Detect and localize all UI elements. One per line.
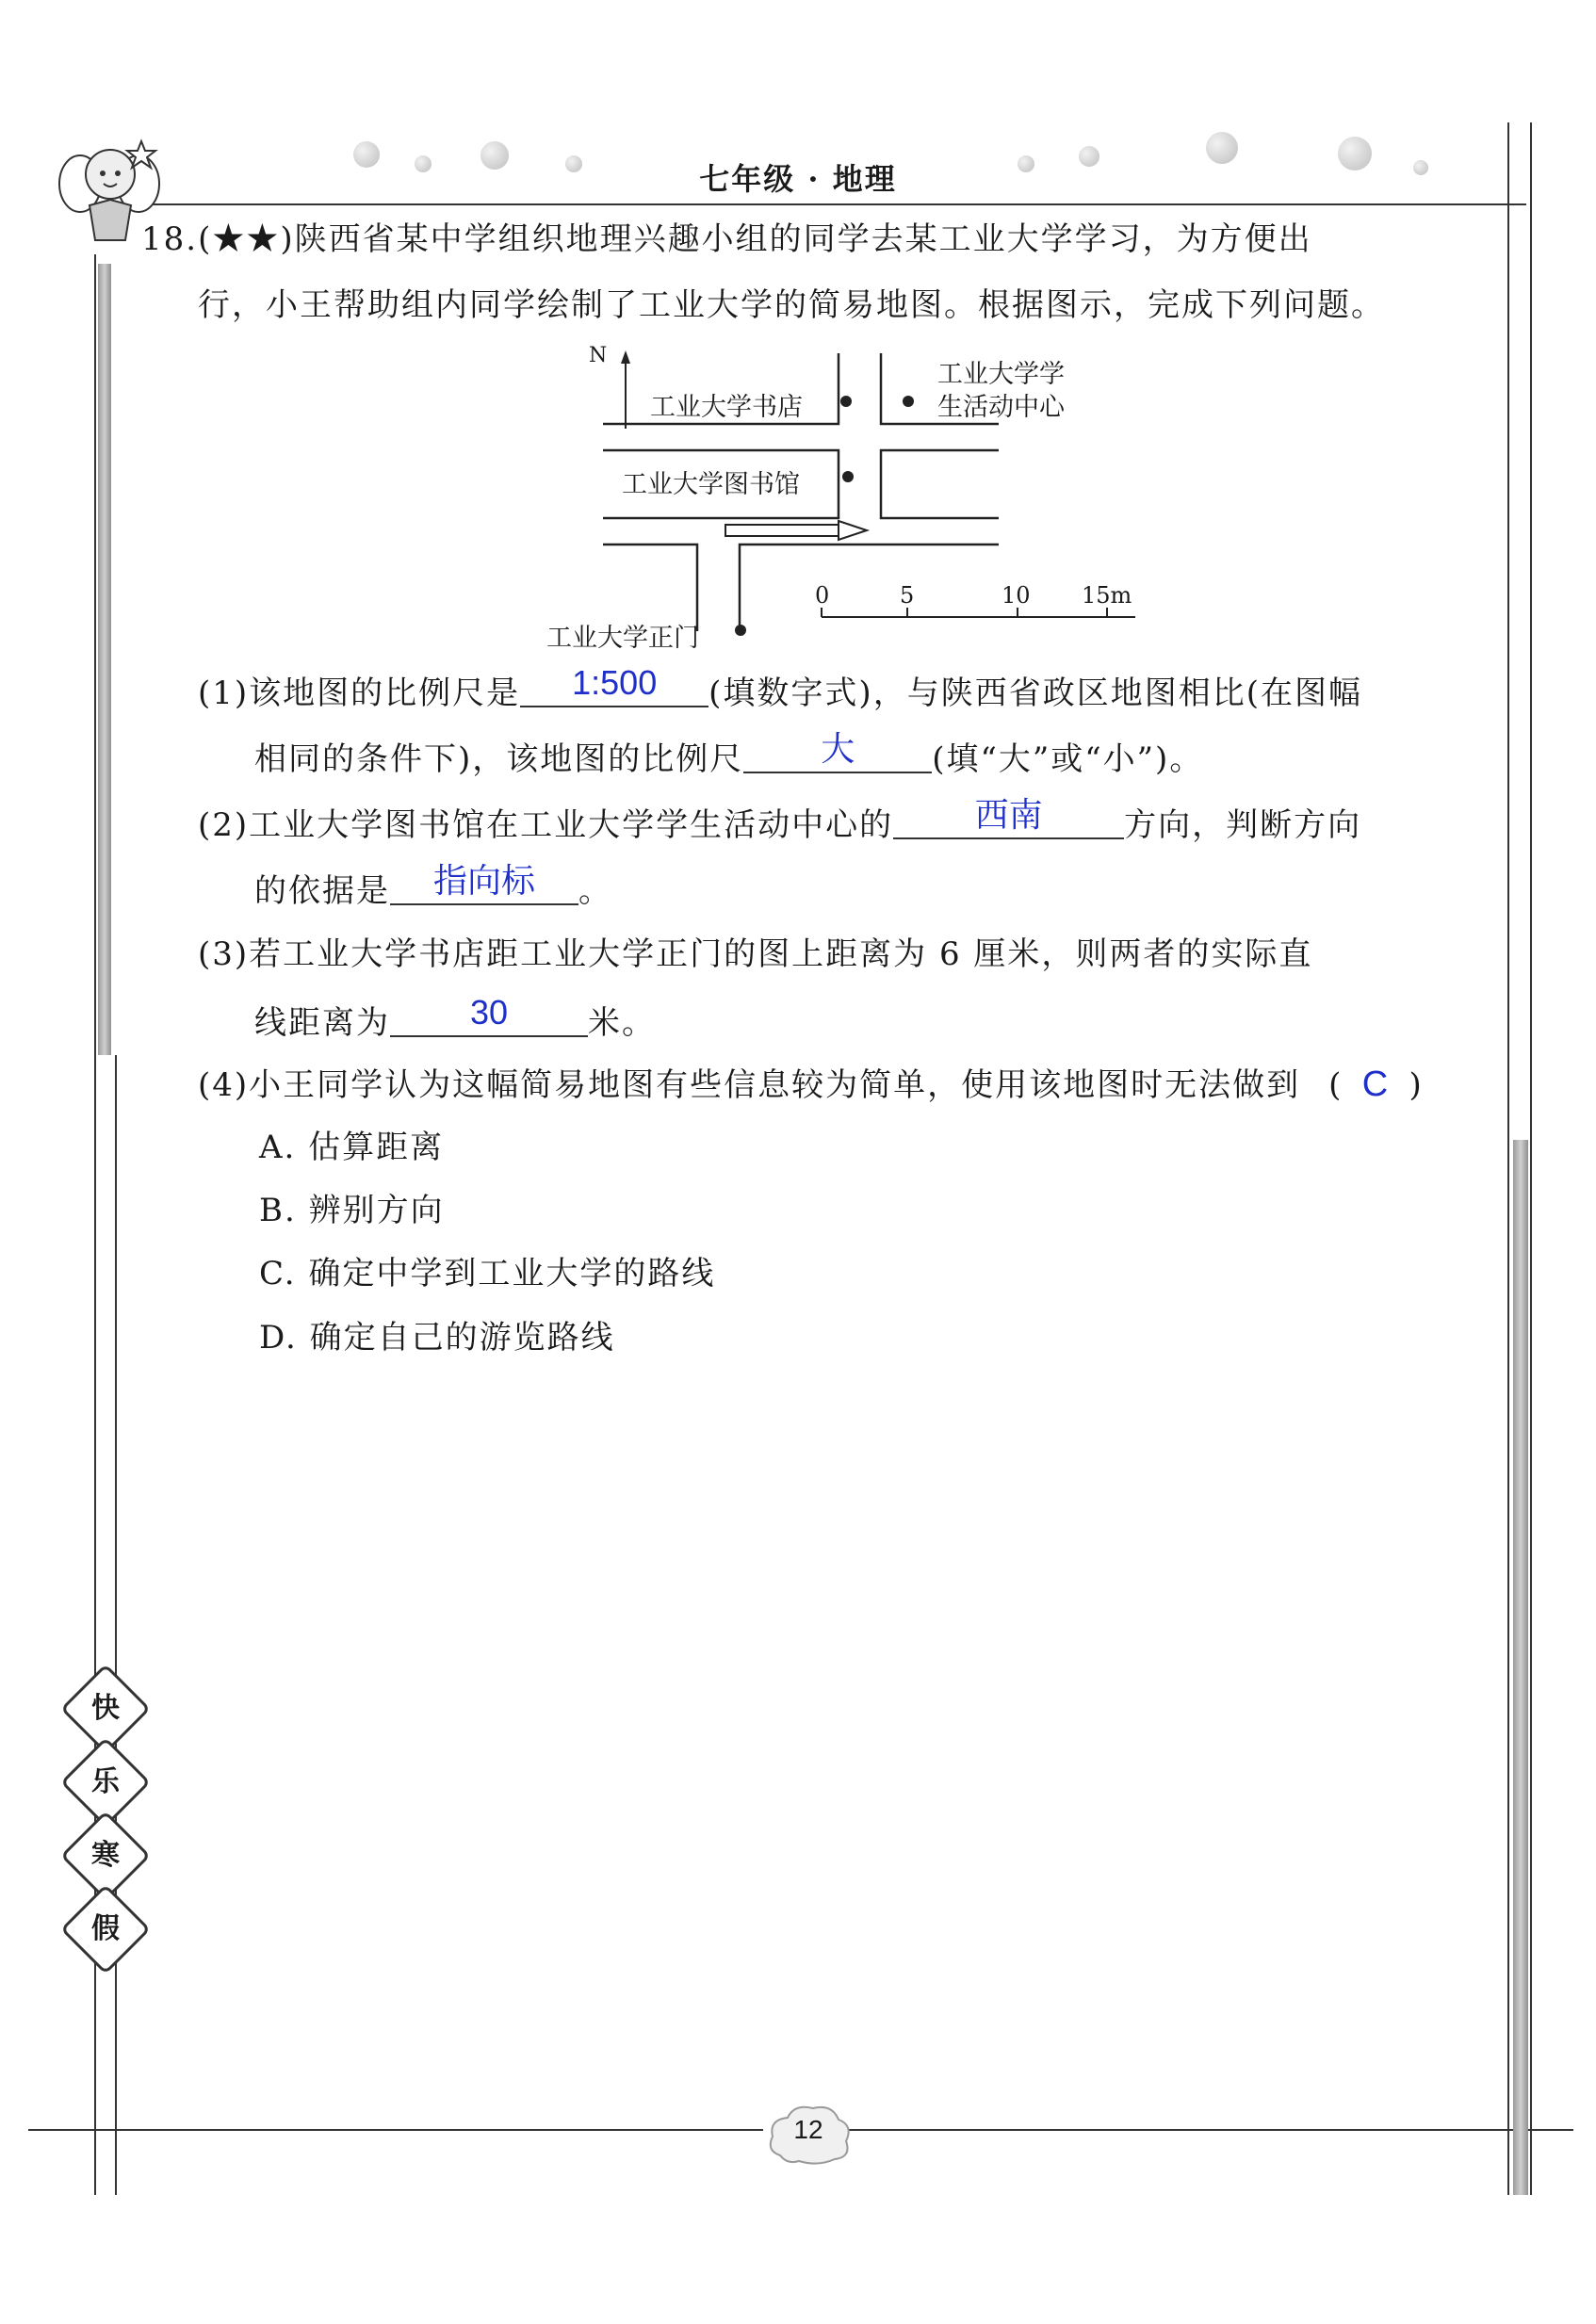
- sub2-blank-a: [893, 795, 1124, 839]
- side-banner-char: 假: [60, 1884, 151, 1975]
- scale-label-0: 0: [815, 582, 830, 609]
- scale-label-15m: 15m: [1082, 582, 1132, 609]
- sub3-line1: (3)若工业大学书店距工业大学正门的图上距离为 6 厘米，则两者的实际直: [198, 935, 1313, 973]
- map-label-main-gate: 工业大学正门: [546, 624, 699, 653]
- main-gate-dot: [735, 625, 746, 636]
- question-stem-line1: [141, 222, 1312, 256]
- question-stem-line2: 行，小王帮助组内同学绘制了工业大学的简易地图。根据图示，完成下列问题。: [198, 286, 1385, 324]
- side-banner-char: 快: [60, 1664, 151, 1754]
- page-number: 12: [793, 2115, 823, 2144]
- map-label-activity-center-1: 工业大学学: [937, 360, 1065, 389]
- sub2-blank-b: [390, 861, 578, 905]
- option-c: C. 确定中学到工业大学的路线: [259, 1255, 716, 1292]
- sub3-line2: 线距离为 30 米。: [254, 993, 656, 1042]
- question-number: 18.: [141, 220, 199, 258]
- activity-center-dot: [903, 396, 914, 407]
- scale-label-5: 5: [900, 582, 915, 609]
- right-border-inner: [1530, 122, 1532, 2195]
- left-border-inner: [115, 1055, 117, 2195]
- header-rule: [151, 203, 1526, 205]
- bookstore-dot: [840, 396, 852, 407]
- library-dot: [842, 471, 854, 482]
- answer-scale-size: 大: [821, 729, 855, 768]
- sub1-blank-b: [743, 729, 932, 773]
- north-label: N: [589, 344, 608, 367]
- option-b: B. 辨别方向: [259, 1192, 445, 1229]
- left-gray-bar: [98, 264, 111, 1055]
- sub1-line2: 相同的条件下)，该地图的比例尺 大 (填“大”或“小”)。: [254, 729, 1204, 778]
- sub1-blank-a: [520, 663, 708, 707]
- sub2-line2: 的依据是 指向标 。: [254, 861, 612, 910]
- stem-text: 陕西省某中学组织地理兴趣小组的同学去某工业大学学习，为方便出: [294, 220, 1312, 258]
- sub2-line1: (2)工业大学图书馆在工业大学学生活动中心的 西南 方向，判断方向: [198, 795, 1362, 844]
- page-header-title: 七年级 · 地理: [699, 161, 897, 197]
- footer-rule-left: [28, 2129, 763, 2131]
- footer-rule-right: [839, 2129, 1573, 2131]
- sub3-blank: [390, 993, 588, 1037]
- map-label-library: 工业大学图书馆: [622, 470, 800, 499]
- sub1-line1: (1)该地图的比例尺是 1:500 (填数字式)，与陕西省政区地图相比(在图幅: [198, 663, 1362, 712]
- answer-distance: 30: [469, 993, 509, 1032]
- answer-direction-basis: 指向标: [432, 861, 535, 900]
- map-label-activity-center-2: 生活动中心: [937, 393, 1065, 422]
- side-banner-char: 寒: [60, 1811, 151, 1901]
- scale-label-10: 10: [1002, 582, 1031, 609]
- right-border: [1507, 122, 1509, 2195]
- side-banner-char: 乐: [60, 1737, 151, 1828]
- sub4-stem: (4)小王同学认为这幅简易地图有些信息较为简单，使用该地图时无法做到 ( C ): [198, 1064, 1424, 1104]
- difficulty-stars: (★★): [198, 220, 295, 258]
- answer-direction: 西南: [974, 795, 1043, 834]
- answer-choice: C: [1361, 1064, 1391, 1104]
- right-gray-bar: [1513, 1140, 1528, 2195]
- answer-scale: 1:500: [572, 663, 658, 702]
- option-a: A. 估算距离: [259, 1129, 445, 1166]
- option-d: D. 确定自己的游览路线: [259, 1319, 615, 1357]
- map-label-bookstore: 工业大学书店: [650, 393, 803, 422]
